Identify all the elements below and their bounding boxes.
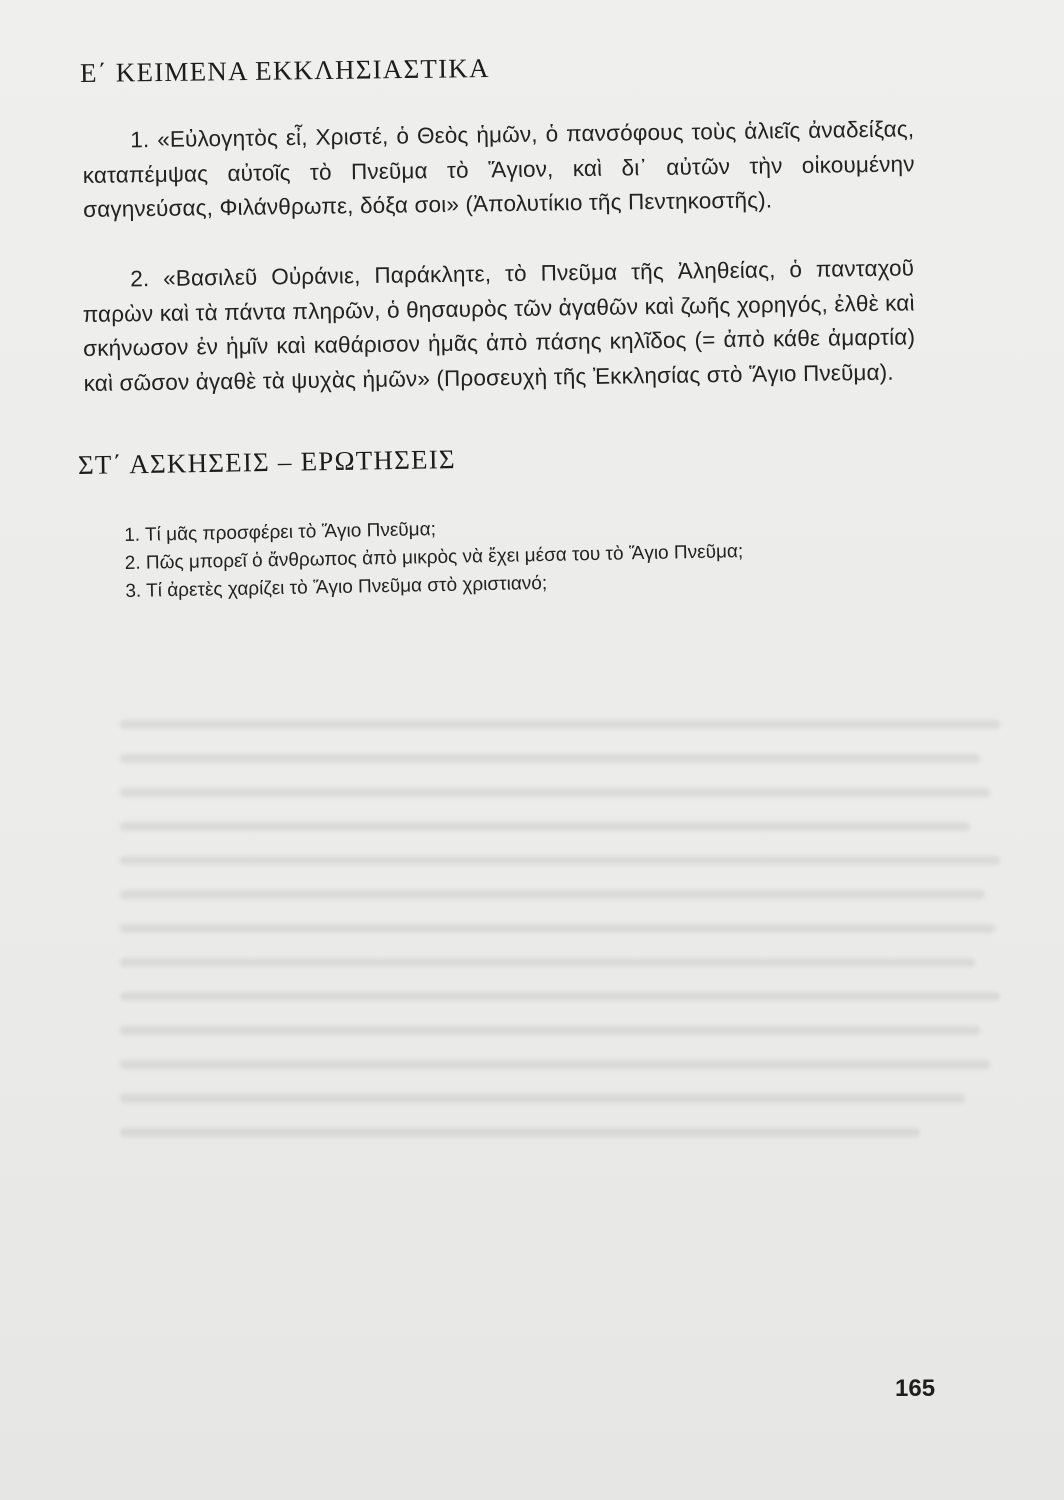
reverse-page-bleed-through — [120, 720, 1000, 1140]
page-number: 165 — [895, 1375, 936, 1402]
section-heading-church-texts: Ε΄ ΚΕΙΜΕΝΑ ΕΚΚΛΗΣΙΑΣΤΙΚΑ — [79, 52, 490, 88]
questions-list — [124, 510, 744, 606]
question-item: 1. Τί μᾶς προσφέρει τὸ Ἅγιο Πνεῦμα; — [124, 519, 437, 546]
church-text-paragraph-2: 2. «Βασιλεῦ Οὐράνιε, Παράκλητε, τὸ Πνεῦμα τῆς Ἀληθείας, ὁ πανταχοῦ παρὼν καὶ τὰ πάντα πληρῶν, ὁ θησαυρὸς τῶν ἀγαθῶν καὶ ζωῆς χορηγός, ἐλθὲ καὶ σκήνωσον ἐν ἡμῖν καὶ καθάρισον ἡμᾶς ἀπὸ πάσης κηλῖδος (= ἀπὸ κάθε ἁμαρτία) καὶ σῶσον ἀγαθὲ τὰ ψυχὰς ἡμῶν» (Προσευχὴ τῆς Ἐκκλησίας στὸ Ἅγιο Πνεῦμα). — [82, 255, 916, 396]
question-item: 3. Τί ἀρετὲς χαρίζει τὸ Ἅγιο Πνεῦμα στὸ χριστιανό; — [125, 572, 548, 602]
section-heading-exercises-questions: ΣΤ΄ ΑΣΚΗΣΕΙΣ – ΕΡΩΤΗΣΕΙΣ — [77, 444, 457, 480]
church-text-paragraph-1: 1. «Εὐλογητὸς εἶ, Χριστέ, ὁ Θεὸς ἡμῶν, ὁ πανσόφους τοὺς ἁλιεῖς ἀναδείξας, καταπέμψας αὐτοῖς τὸ Πνεῦμα τὸ Ἅγιον, καὶ δι᾽ αὐτῶν τὴν οἰκουμένην σαγηνεύσας, Φιλάνθρωπε, δόξα σοι» (Ἀπολυτίκιο τῆς Πεντηκοστῆς). — [82, 116, 915, 222]
question-item: 2. Πῶς μπορεῖ ὁ ἄνθρωπος ἀπὸ μικρὸς νὰ ἔχει μέσα του τὸ Ἅγιο Πνεῦμα; — [124, 541, 744, 574]
